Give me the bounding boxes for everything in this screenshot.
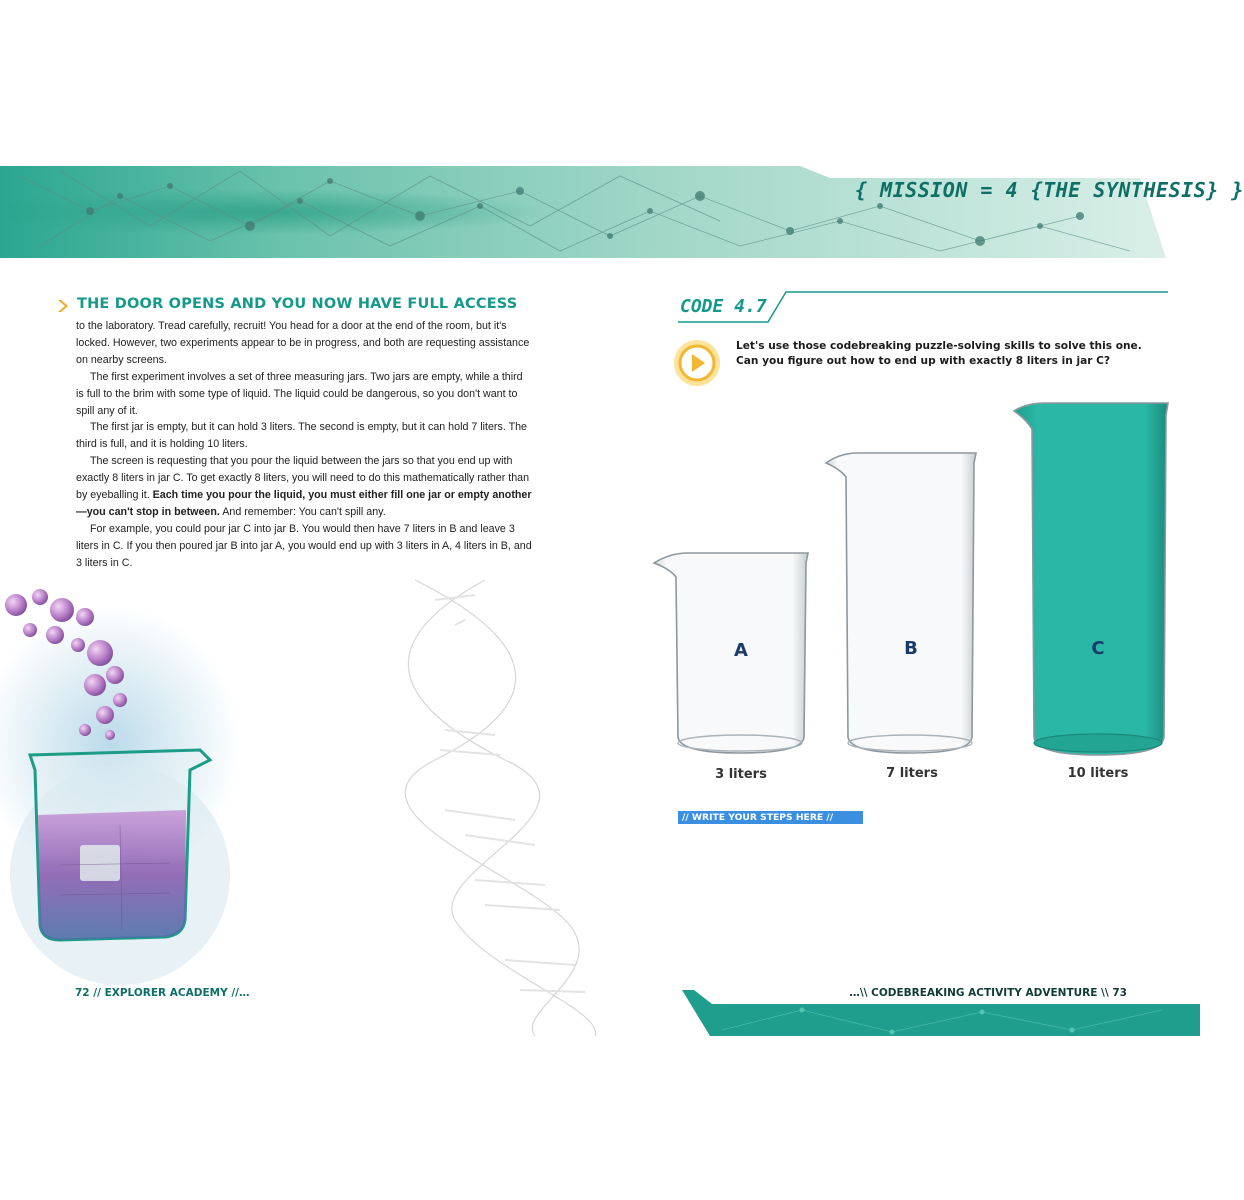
jar-b-capacity: 7 liters <box>886 766 938 781</box>
paragraph-4-end: And remember: You can't spill any. <box>219 505 386 518</box>
prompt <box>736 339 1142 369</box>
jar-c-letter: C <box>1091 638 1105 659</box>
jar-c <box>1014 403 1168 755</box>
section-heading: THE DOOR OPENS AND YOU NOW HAVE FULL ACCESS <box>77 296 518 312</box>
paragraph-3: The first jar is empty, but it can hold 3 liters. The second is empty, but it can hold 7 liters. The third is full, and it is holding 10 liters. <box>76 421 528 451</box>
chevron-right-icon <box>57 299 71 313</box>
jar-a-capacity: 3 liters <box>715 767 767 782</box>
jar-b <box>826 453 976 753</box>
prompt-line-1: Let's use those codebreaking puzzle-solving skills to solve this one. <box>736 340 1142 352</box>
paragraph-4-start: The screen is requesting that you pour the liquid between the jars so that you end up with exactly 8 liters in jar C. To get exactly 8 liters, you will need to do this mathematically rather than by eyeballing it. <box>76 455 530 502</box>
paragraph-5: For example, you could pour jar C into jar B. You would then have 7 liters in B and leave 3 liters in C. If you then poured jar B into jar A, you would end up with 3 liters in A, 4 liters in B, and 3 liters in C. <box>76 522 532 569</box>
beaker-illustration <box>0 575 260 985</box>
write-steps-bar: // WRITE YOUR STEPS HERE // <box>678 811 863 824</box>
code-title: CODE 4.7 <box>680 296 767 317</box>
play-icon <box>672 338 722 388</box>
prompt-line-2: Can you figure out how to end up with exactly 8 liters in jar C? <box>736 355 1111 367</box>
dna-helix-illustration <box>395 580 625 1036</box>
jar-a-letter: A <box>734 640 748 661</box>
jar-c-capacity: 10 liters <box>1067 766 1129 781</box>
paragraph-1: to the laboratory. Tread carefully, recruit! You head for a door at the end of the room, but it's locked. However, two experiments appear to be in progress, and both are requesting assistance on nearby screens. <box>76 320 530 366</box>
body-text <box>76 318 532 572</box>
measuring-jars <box>640 395 1180 795</box>
paragraph-2: The first experiment involves a set of three measuring jars. Two jars are empty, while a third is full to the brim with some type of liquid. The liquid could be dangerous, so you don't want to spill any of it. <box>76 370 523 417</box>
page-folio-left: 72 // EXPLORER ACADEMY //… <box>75 987 250 999</box>
jar-b-letter: B <box>904 638 918 659</box>
paragraph-4 <box>76 453 532 521</box>
page-folio-right: …\\ CODEBREAKING ACTIVITY ADVENTURE \\ 73 <box>849 987 1127 999</box>
paragraph-4-rule: Each time you pour the liquid, you must either fill one jar or empty another—you can't stop in between. <box>76 489 532 518</box>
mission-title: { MISSION = 4 {THE SYNTHESIS} } <box>855 178 1244 202</box>
